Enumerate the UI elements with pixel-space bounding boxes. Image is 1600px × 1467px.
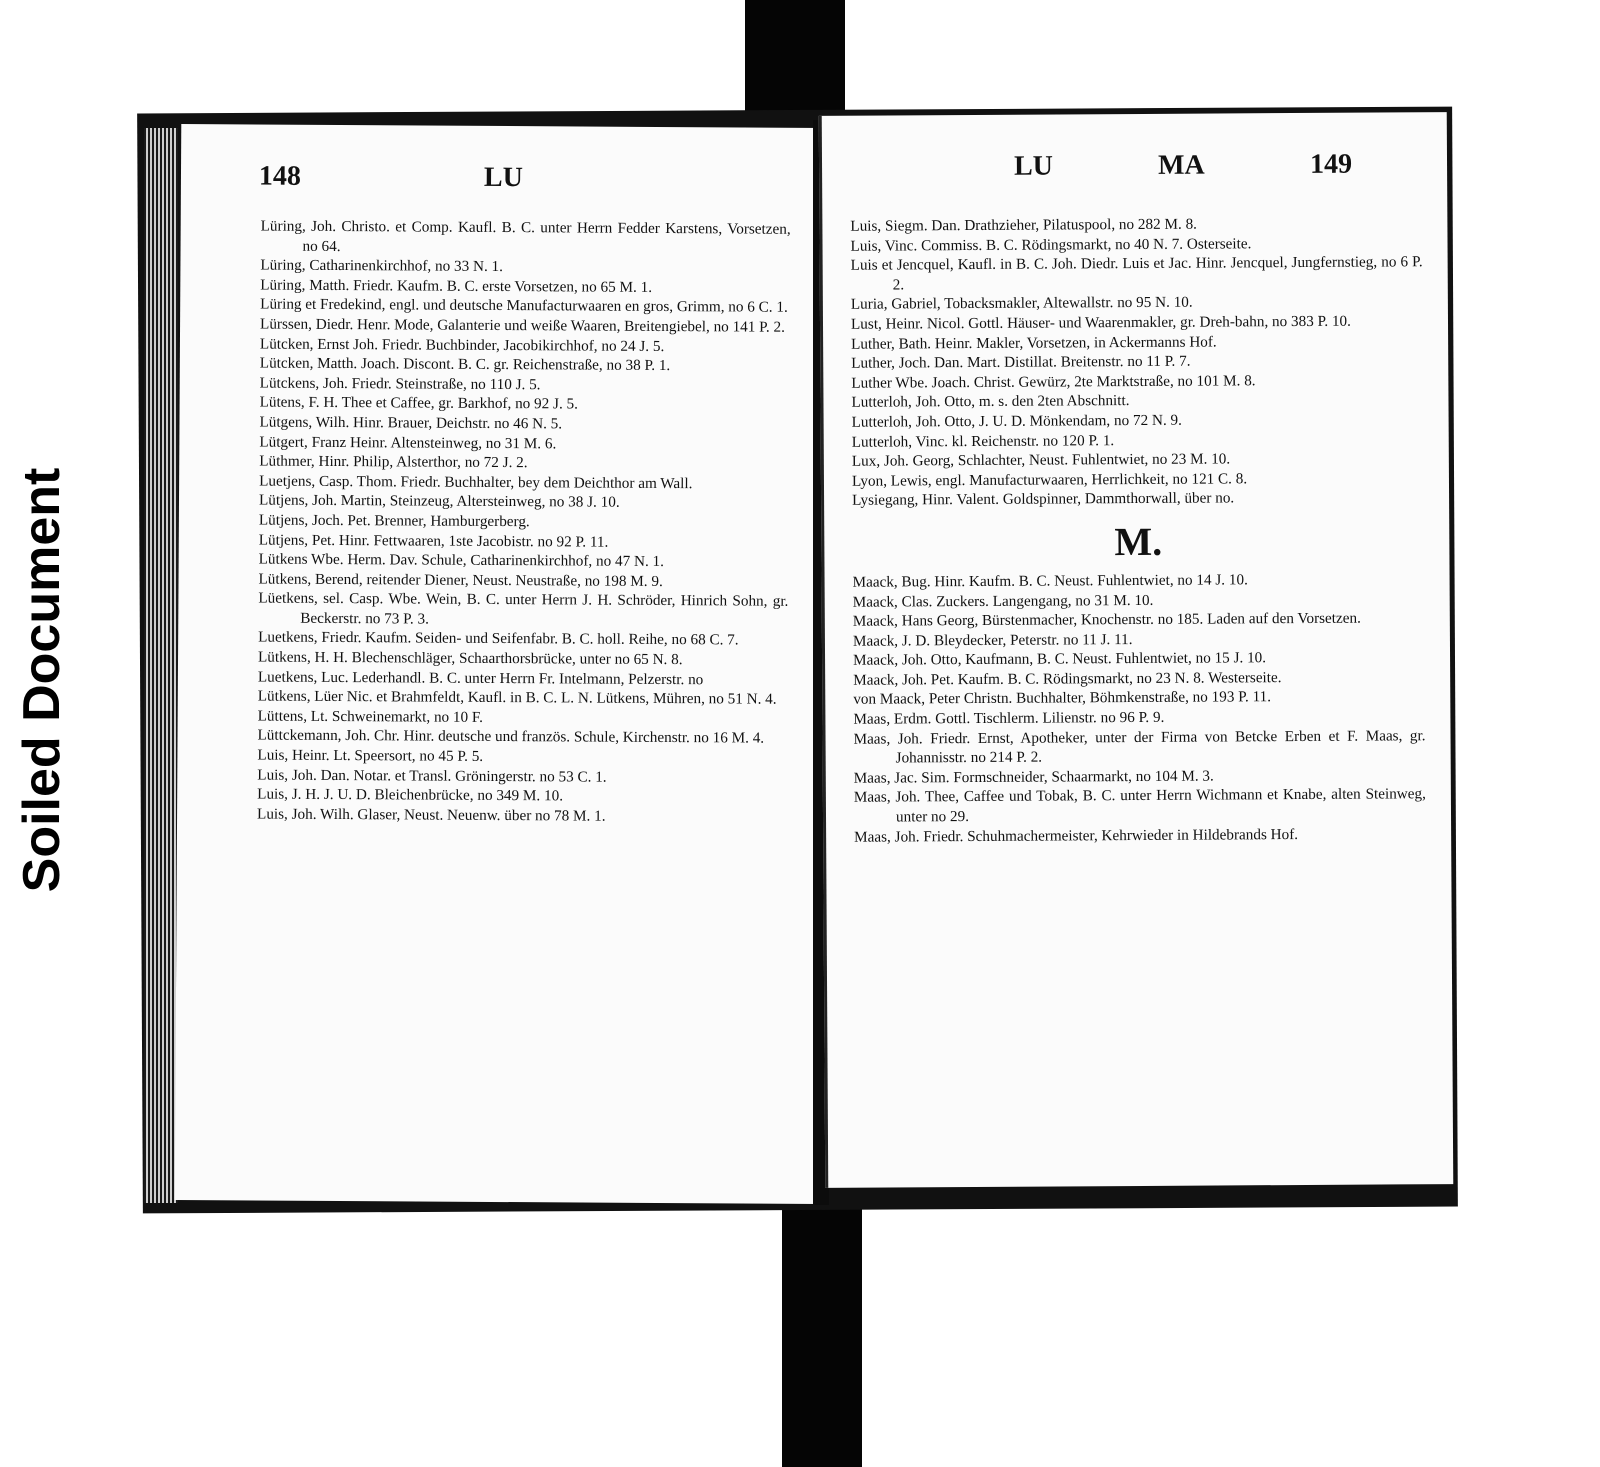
directory-entry: Maas, Joh. Friedr. Schuhmachermeister, Kehrwieder in Hildebrands Hof.: [854, 825, 1299, 846]
directory-entry: Luis, Joh. Dan. Notar. et Transl. Gröningerstr. no 53 C. 1.: [257, 766, 607, 786]
entries-lu: [850, 213, 1424, 510]
directory-entry: Maack, Joh. Pet. Kaufm. B. C. Rödingsmarkt, no 23 N. 8. Westerseite.: [853, 668, 1282, 689]
directory-entry: Lütkens, Berend, reitender Diener, Neust. Neustraße, no 198 M. 9.: [258, 570, 663, 590]
directory-entry: von Maack, Peter Christn. Buchhalter, Böhmkenstraße, no 193 P. 11.: [853, 688, 1272, 709]
directory-entry: Maack, Hans Georg, Bürstenmacher, Knochenstr. no 185. Laden auf den Vorsetzen.: [852, 609, 1361, 630]
directory-entry: Lütens, F. H. Thee et Caffee, gr. Barkhof, no 92 J. 5.: [259, 393, 579, 413]
directory-entry: Lüring, Catharinenkirchhof, no 33 N. 1.: [260, 256, 504, 276]
directory-entry: Lysiegang, Hinr. Valent. Goldspinner, Dammthorwall, über no.: [852, 489, 1235, 510]
directory-entry: Luther Wbe. Joach. Christ. Gewürz, 2te Marktstraße, no 101 M. 8.: [851, 372, 1256, 392]
directory-entry: Maas, Erdm. Gottl. Tischlerm. Lilienstr. no 96 P. 9.: [853, 708, 1165, 728]
directory-entry: Maas, Jac. Sim. Formschneider, Schaarmarkt, no 104 M. 3.: [853, 767, 1214, 787]
directory-entry: Lüttckemann, Joh. Chr. Hinr. deutsche und französ. Schule, Kirchenstr. no 16 M. 4.: [257, 726, 765, 748]
directory-entry: Lütjens, Pet. Hinr. Fettwaaren, 1ste Jacobistr. no 92 P. 11.: [258, 531, 609, 551]
directory-entry: Lux, Joh. Georg, Schlachter, Neust. Fuhlentwiet, no 23 M. 10.: [851, 450, 1231, 470]
directory-entry: Luetjens, Casp. Thom. Friedr. Buchhalter, bey dem Deichthor am Wall.: [259, 472, 693, 492]
directory-entry: Lütcken, Matth. Joach. Discont. B. C. gr. Reichenstraße, no 38 P. 1.: [259, 354, 671, 375]
directory-entry: Lütckens, Joh. Friedr. Steinstraße, no 110 J. 5.: [259, 374, 541, 393]
directory-entry: Maack, Bug. Hinr. Kaufm. B. C. Neust. Fuhlentwiet, no 14 J. 10.: [852, 571, 1248, 591]
directory-entry: Lütkens, H. H. Blechenschläger, Schaarthorsbrücke, unter no 65 N. 8.: [257, 648, 683, 669]
soiled-document-label: Soiled Document: [13, 467, 71, 893]
right-page-header-left: LU: [1013, 150, 1054, 182]
directory-entry: Luis et Jencquel, Kaufl. in B. C. Joh. Diedr. Luis et Jac. Hinr. Jencquel, Jungfernstieg, no 6 P. 2.: [850, 253, 1423, 294]
directory-entry: Lüring, Joh. Christo. et Comp. Kaufl. B. C. unter Herrn Fedder Karstens, Vorsetzen, no 64.: [260, 217, 791, 255]
directory-entry: Lütgens, Wilh. Hinr. Brauer, Deichstr. no 46 N. 5.: [259, 413, 563, 433]
directory-entry: Maas, Joh. Friedr. Ernst, Apotheker, unter der Firma von Betcke Erben et F. Maas, gr. Johannisstr. no 214 P. 2.: [853, 726, 1426, 767]
right-page-number: 149: [1309, 148, 1353, 180]
right-page-header-right: MA: [1157, 149, 1205, 181]
entries-ma: [853, 569, 1427, 847]
left-page-header: LU: [483, 161, 523, 194]
right-entries-list: [850, 213, 1426, 847]
directory-entry: Luis, Siegm. Dan. Drathzieher, Pilatuspool, no 282 M. 8.: [850, 215, 1198, 235]
page-edges: [144, 128, 178, 1203]
directory-entry: Maack, Clas. Zuckers. Langengang, no 31 M. 10.: [852, 591, 1154, 611]
directory-entry: Lütkens Wbe. Herm. Dav. Schule, Catharinenkirchhof, no 47 N. 1.: [258, 550, 665, 571]
section-letter-m: M.: [1114, 518, 1163, 565]
directory-entry: Lutterloh, Vinc. kl. Reichenstr. no 120 P. 1.: [851, 431, 1115, 451]
directory-entry: Luther, Joch. Dan. Mart. Distillat. Breitenstr. no 11 P. 7.: [851, 352, 1191, 372]
directory-entry: Luis, Heinr. Lt. Speersort, no 45 P. 5.: [257, 746, 484, 765]
directory-entry: Maack, J. D. Bleydecker, Peterstr. no 11 J. 11.: [852, 630, 1133, 650]
directory-entry: Lütjens, Joch. Pet. Brenner, Hamburgerberg.: [258, 511, 530, 531]
directory-entry: Lütkens, Lüer Nic. et Brahmfeldt, Kaufl. in B. C. L. N. Lütkens, Mühren, no 51 N. 4.: [257, 687, 777, 708]
directory-entry: Lutterloh, Joh. Otto, m. s. den 2ten Abschnitt.: [851, 392, 1130, 412]
directory-entry: Lütcken, Ernst Joh. Friedr. Buchbinder, Jacobikirchhof, no 24 J. 5.: [259, 335, 665, 355]
right-page: [819, 112, 1454, 1188]
directory-entry: Maack, Joh. Otto, Kaufmann, B. C. Neust. Fuhlentwiet, no 15 J. 10.: [853, 649, 1267, 670]
binding-strap-bottom: [782, 1185, 862, 1467]
directory-entry: Lust, Heinr. Nicol. Gottl. Häuser- und Waarenmakler, gr. Dreh-bahn, no 383 P. 10.: [850, 312, 1351, 333]
directory-entry: Lütjens, Joh. Martin, Steinzeug, Altersteinweg, no 38 J. 10.: [258, 491, 620, 512]
directory-entry: Luis, Joh. Wilh. Glaser, Neust. Neuenw. über no 78 M. 1.: [257, 805, 606, 825]
directory-entry: Lüthmer, Hinr. Philip, Alsterthor, no 72 J. 2.: [259, 452, 528, 472]
left-page-number: 148: [258, 160, 302, 192]
directory-entry: Luis, Vinc. Commiss. B. C. Rödingsmarkt, no 40 N. 7. Osterseite.: [850, 234, 1252, 255]
directory-entry: Maas, Joh. Thee, Caffee und Tobak, B. C. unter Herrn Wichmann et Knabe, alten Steinweg, unter no 29.: [853, 785, 1426, 826]
directory-entry: Lutterloh, Joh. Otto, J. U. D. Mönkendam, no 72 N. 9.: [851, 411, 1182, 431]
directory-entry: Luther, Bath. Heinr. Makler, Vorsetzen, in Ackermanns Hof.: [851, 333, 1217, 353]
left-page: [175, 124, 825, 1204]
directory-entry: Lüetkens, sel. Casp. Wbe. Wein, B. C. unter Herrn J. H. Schröder, Hinrich Sohn, gr. Beckerstr. no 73 P. 3.: [258, 589, 789, 628]
directory-entry: Lütgert, Franz Heinr. Altensteinweg, no 31 M. 6.: [259, 433, 557, 452]
directory-entry: Luetkens, Luc. Lederhandl. B. C. unter Herrn Fr. Intelmann, Pelzerstr. no: [257, 668, 704, 688]
directory-entry: Luetkens, Friedr. Kaufm. Seiden- und Seifenfabr. B. C. holl. Reihe, no 68 C. 7.: [258, 628, 739, 649]
directory-entry: Luis, J. H. J. U. D. Bleichenbrücke, no 349 M. 10.: [257, 785, 564, 805]
directory-entry: Lüttens, Lt. Schweinemarkt, no 10 F.: [257, 707, 484, 726]
directory-entry: Lüring et Fredekind, engl. und deutsche Manufacturwaaren en gros, Grimm, no 6 C. 1.: [260, 295, 788, 317]
directory-entry: Lyon, Lewis, engl. Manufacturwaaren, Herrlichkeit, no 121 C. 8.: [851, 470, 1248, 490]
left-entries-list: [257, 217, 791, 828]
directory-entry: Luria, Gabriel, Tobacksmakler, Altewallstr. no 95 N. 10.: [850, 294, 1193, 314]
directory-entry: Lürssen, Diedr. Henr. Mode, Galanterie und weiße Waaren, Breitengiebel, no 141 P. 2.: [260, 315, 785, 336]
directory-entry: Lüring, Matth. Friedr. Kaufm. B. C. erste Vorsetzen, no 65 M. 1.: [260, 276, 653, 296]
